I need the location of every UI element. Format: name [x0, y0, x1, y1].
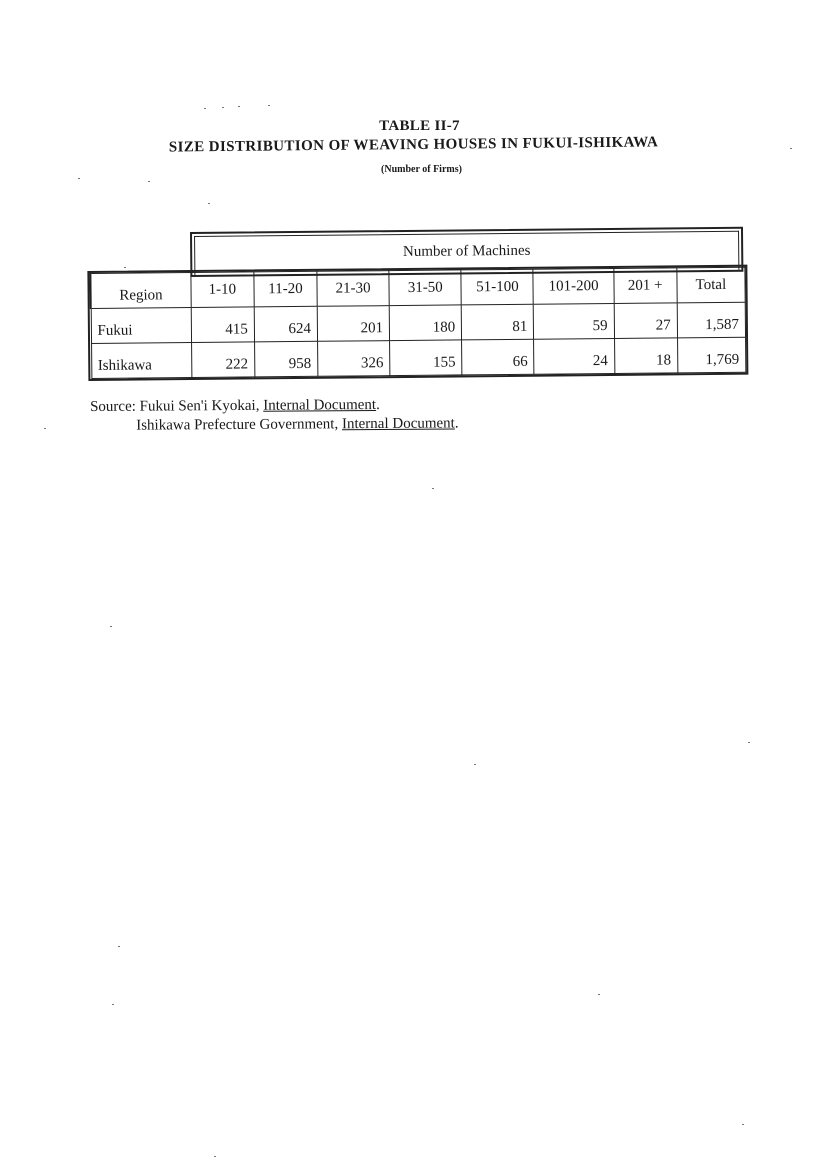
column-header: 1-10 [191, 272, 254, 308]
table-number: TABLE II-7 [379, 118, 460, 134]
total-cell: 1,769 [677, 337, 746, 373]
source-prefix: Source: Fukui Sen'i Kyokai, [90, 397, 264, 415]
column-header: 21-30 [317, 271, 389, 307]
scan-speck [214, 1156, 216, 1157]
total-cell: 1,587 [677, 302, 746, 338]
scan-speck [118, 946, 120, 947]
table-title: SIZE DISTRIBUTION OF WEAVING HOUSES IN FUKUI-ISHIKAWA [168, 134, 659, 156]
scan-speck [124, 267, 126, 268]
column-header: 101-200 [533, 268, 614, 304]
value-cell: 326 [318, 341, 390, 377]
scan-speck [790, 148, 792, 149]
machines-header: Number of Machines [402, 242, 531, 260]
scan-speck [78, 178, 80, 179]
source-document-1: Internal Document [263, 397, 377, 414]
scan-speck [208, 203, 210, 204]
table-row [91, 337, 746, 378]
source-line-2 [90, 414, 459, 436]
region-cell: Fukui [91, 308, 192, 344]
value-cell: 27 [614, 303, 677, 339]
column-header: 31-50 [389, 270, 461, 306]
data-table [89, 227, 746, 381]
scan-speck [598, 994, 600, 995]
value-cell: 180 [389, 305, 461, 341]
scan-speck [474, 764, 476, 765]
source-note [90, 395, 459, 436]
value-cell: 66 [462, 339, 534, 375]
scan-speck [44, 428, 46, 429]
source-period: . [454, 415, 459, 432]
source-period: . [375, 396, 380, 414]
source-document-2: Internal Document [341, 415, 455, 433]
column-header: 11-20 [254, 271, 317, 307]
table-units: (Number of Firms) [381, 164, 462, 175]
value-cell: 201 [317, 306, 389, 342]
scan-speck [204, 108, 206, 109]
source-line-1 [90, 395, 459, 417]
value-cell: 415 [191, 307, 254, 343]
scan-speck [148, 181, 150, 182]
column-header: Region [90, 273, 191, 309]
scan-speck [222, 107, 224, 108]
value-cell: 958 [254, 341, 317, 377]
value-cell: 24 [534, 338, 615, 374]
table-grid [89, 267, 746, 379]
column-header: 201 + [614, 268, 677, 304]
scan-speck [748, 742, 750, 743]
value-cell: 18 [614, 338, 677, 374]
scan-speck [112, 1004, 114, 1005]
column-header: Total [677, 267, 746, 303]
scan-speck [742, 1124, 744, 1125]
value-cell: 222 [191, 342, 254, 378]
value-cell: 155 [390, 340, 462, 376]
value-cell: 81 [462, 304, 534, 340]
scan-speck [238, 106, 240, 107]
scan-speck [268, 105, 270, 106]
scan-speck [432, 488, 434, 489]
column-header: 51-100 [461, 269, 533, 305]
source-prefix-2: Ishikawa Prefecture Government, [136, 416, 343, 434]
scan-speck [110, 626, 112, 627]
region-cell: Ishikawa [91, 343, 192, 379]
value-cell: 624 [254, 306, 317, 342]
value-cell: 59 [534, 303, 615, 339]
